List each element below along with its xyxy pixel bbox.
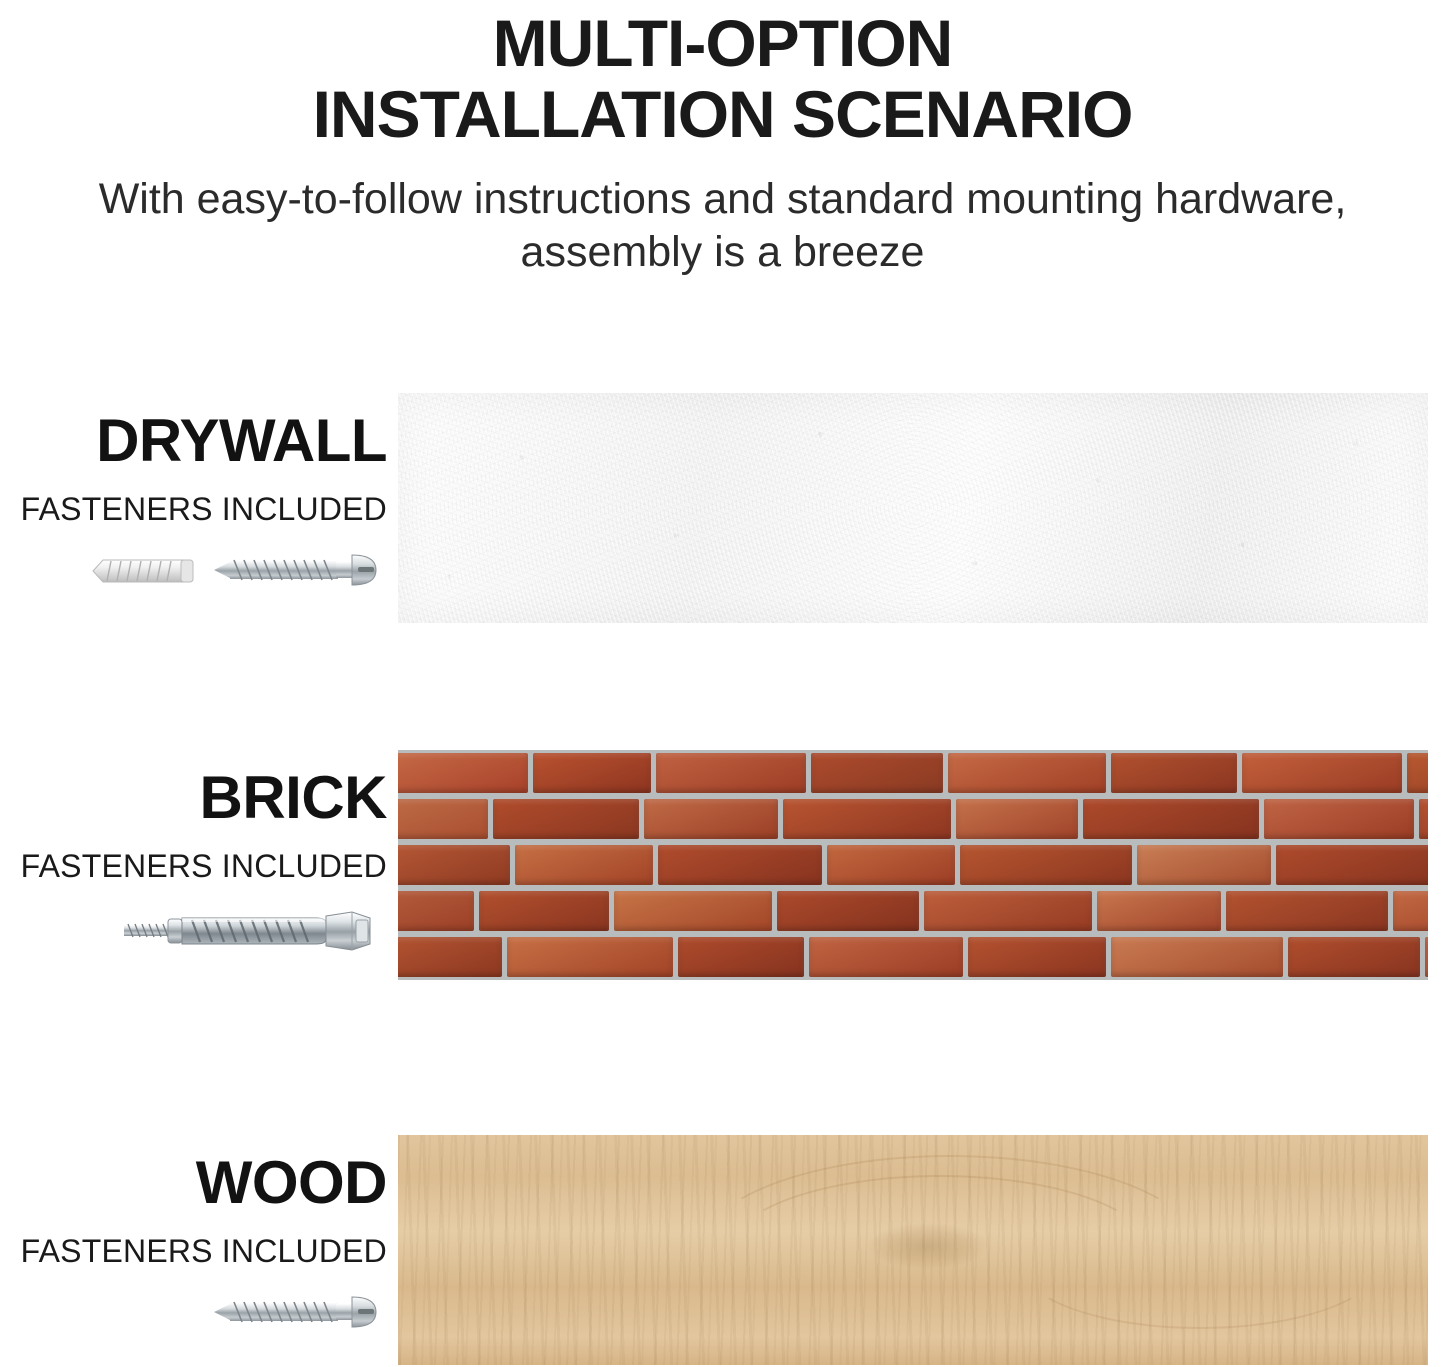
page-title-line-1: MULTI-OPTION (492, 6, 953, 80)
wood-swatch (398, 1135, 1428, 1365)
material-name-drywall: DRYWALL (96, 407, 387, 474)
hardware-group-brick (0, 900, 387, 970)
drywall-swatch (398, 393, 1428, 623)
fasteners-note-wood: FASTENERS INCLUDED (20, 1233, 387, 1269)
expansion-bolt-icon (120, 906, 378, 961)
brick-label-column (0, 750, 395, 980)
page-title-line-2: INSTALLATION SCENARIO (312, 77, 1133, 152)
material-name-wood: WOOD (195, 1149, 387, 1216)
fasteners-note-brick: FASTENERS INCLUDED (20, 848, 387, 884)
header (0, 0, 1445, 280)
fasteners-note-drywall: FASTENERS INCLUDED (20, 491, 387, 527)
page-subtitle: With easy-to-follow instructions and standard mounting hardware, assembly is a breeze (98, 174, 1347, 277)
brick-swatch (398, 750, 1428, 980)
brick-pattern (398, 750, 1428, 980)
drywall-label-column (0, 393, 395, 623)
material-row-brick (0, 750, 1445, 980)
material-row-wood (0, 1135, 1445, 1365)
page-title (133, 8, 1313, 151)
wall-anchor-icon (85, 551, 197, 596)
hardware-group-drywall (0, 543, 387, 613)
material-row-drywall (0, 393, 1445, 623)
material-name-brick: BRICK (199, 764, 387, 831)
screw-icon (208, 1291, 383, 1338)
wood-label-column (0, 1135, 395, 1365)
hardware-group-wood (0, 1285, 387, 1355)
wood-grain-arc (1018, 1195, 1382, 1329)
screw-icon (208, 549, 383, 596)
